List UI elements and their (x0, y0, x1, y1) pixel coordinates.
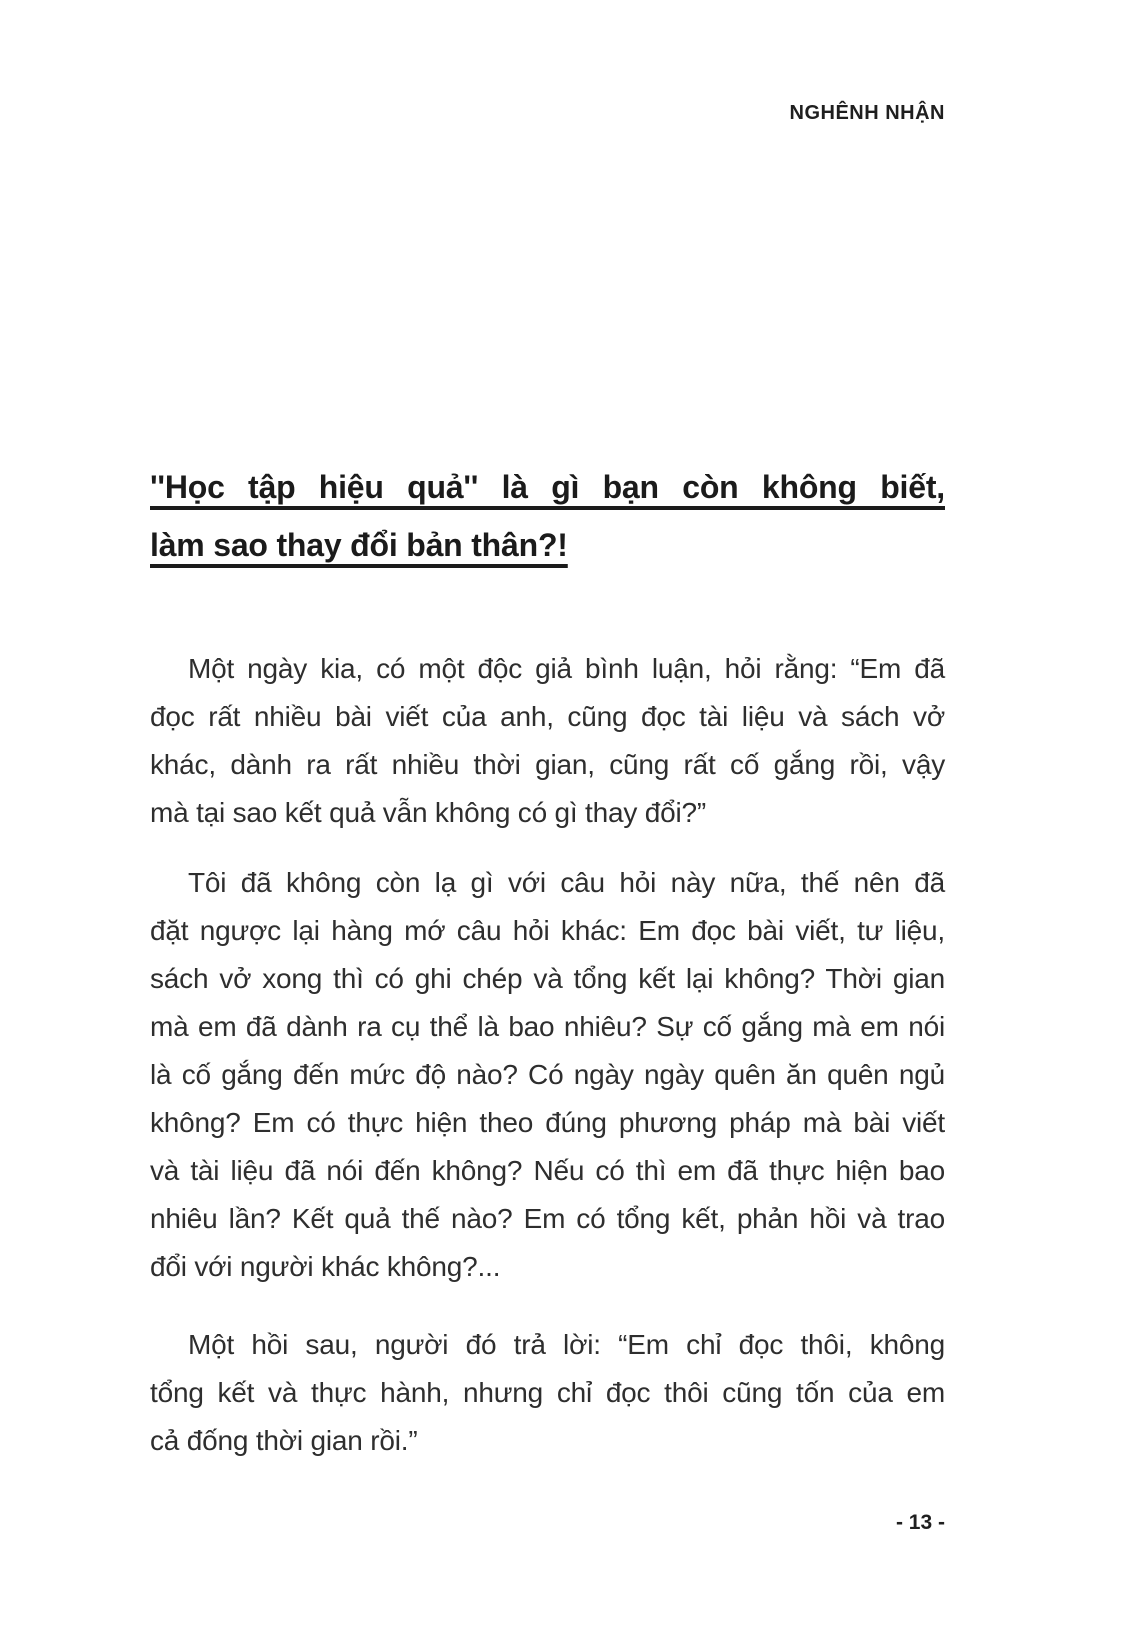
text-line: nhiêu lần? Kết quả thế nào? Em có tổng kết, phản hồi và trao (150, 1203, 945, 1234)
text-line: đọc rất nhiều bài viết của anh, cũng đọc tài liệu và sách vở (150, 701, 945, 732)
text-line: Tôi đã không còn lạ gì với câu hỏi này nữa, thế nên đã (188, 867, 945, 898)
text-line: mà em đã dành ra cụ thể là bao nhiêu? Sự cố gắng mà em nói (150, 1011, 945, 1042)
text-line: cả đống thời gian rồi.” (150, 1425, 418, 1456)
paragraph (150, 859, 945, 1291)
chapter-title (150, 459, 945, 575)
paragraph (150, 1321, 945, 1465)
text-line: Một ngày kia, có một độc giả bình luận, hỏi rằng: “Em đã (188, 653, 945, 684)
text-line: không? Em có thực hiện theo đúng phương pháp mà bài viết (150, 1107, 945, 1138)
text-line: Một hồi sau, người đó trả lời: “Em chỉ đọc thôi, không (188, 1329, 945, 1360)
running-header: NGHÊNH NHẬN (789, 102, 945, 124)
text-line: mà tại sao kết quả vẫn không có gì thay đổi?” (150, 797, 707, 828)
body-text (150, 645, 945, 1465)
text-line: đặt ngược lại hàng mớ câu hỏi khác: Em đọc bài viết, tư liệu, (150, 915, 945, 946)
text-line: và tài liệu đã nói đến không? Nếu có thì em đã thực hiện bao (150, 1155, 945, 1186)
text-line: đổi với người khác không?... (150, 1251, 501, 1282)
text-line: là cố gắng đến mức độ nào? Có ngày ngày quên ăn quên ngủ (150, 1059, 945, 1090)
title-line: làm sao thay đổi bản thân?! (150, 527, 568, 563)
text-line: sách vở xong thì có ghi chép và tổng kết lại không? Thời gian (150, 963, 945, 994)
text-line: tổng kết và thực hành, nhưng chỉ đọc thôi cũng tốn của em (150, 1377, 945, 1408)
page-number: - 13 - (895, 1511, 945, 1534)
paragraph (150, 645, 945, 837)
text-line: khác, dành ra rất nhiều thời gian, cũng rất cố gắng rồi, vậy (150, 749, 945, 780)
title-line: ''Học tập hiệu quả'' là gì bạn còn không biết, (150, 469, 945, 505)
